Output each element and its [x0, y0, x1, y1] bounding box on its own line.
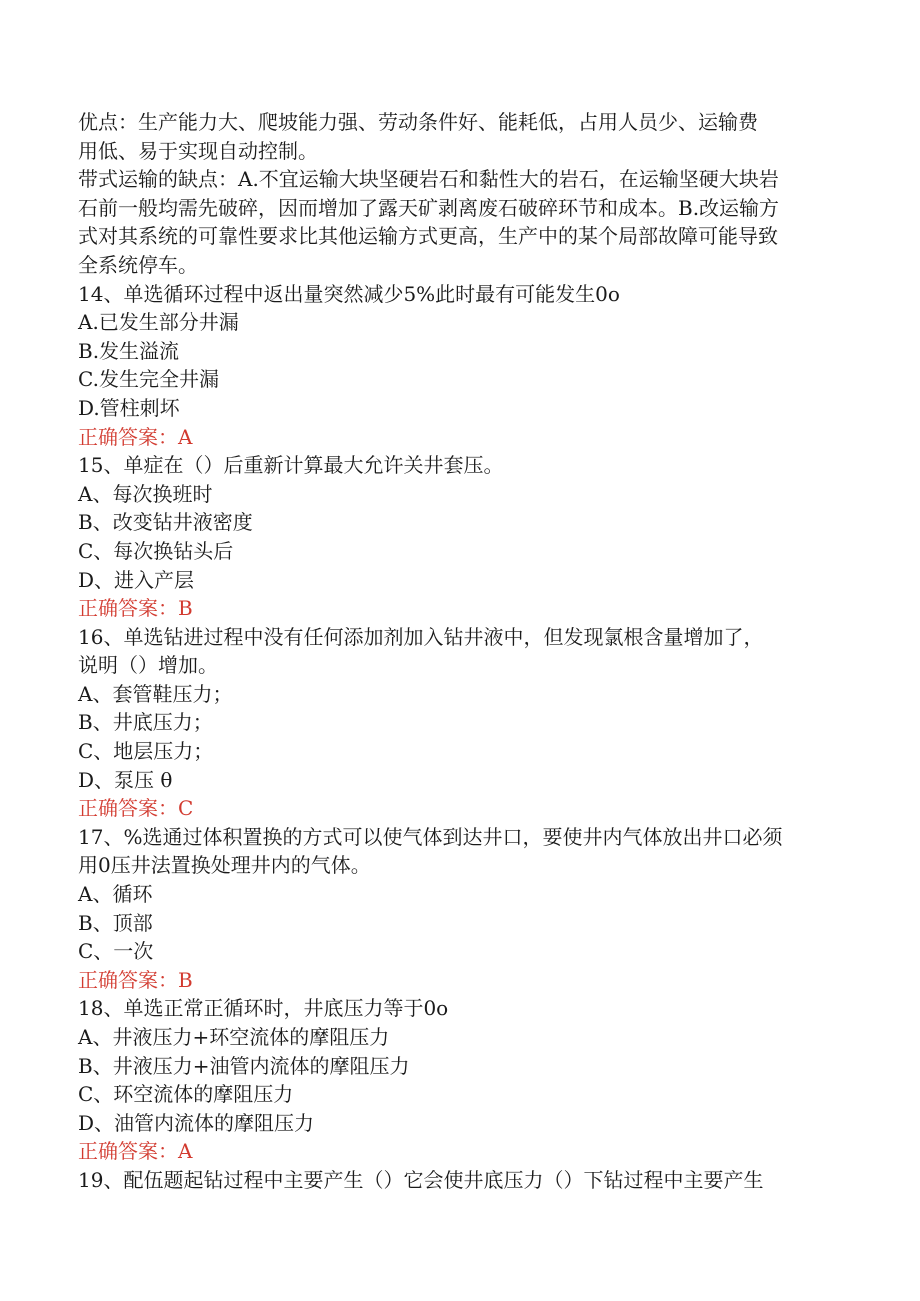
- option-line: A、井液压力+环空流体的摩阻压力: [78, 1025, 390, 1049]
- option-line: C、地层压力；: [78, 739, 214, 764]
- option-line: B、井液压力+油管内流体的摩阻压力: [78, 1053, 410, 1078]
- question-line: 18、单选正常正循环时，井底压力等于0o: [78, 996, 449, 1021]
- question-line: 14、单选循环过程中返出量突然减少5%此时最有可能发生0o: [78, 281, 620, 306]
- option-line: B.发生溢流: [78, 338, 180, 363]
- option-line: B、顶部: [78, 910, 153, 935]
- question-line: 16、单选钻进过程中没有任何添加剂加入钻井液中，但发现氯根含量增加了，: [78, 624, 764, 649]
- option-line: A、套管鞋压力；: [78, 681, 233, 706]
- option-line: B、改变钻井液密度: [78, 510, 253, 535]
- answer-line: 正确答案：B: [78, 596, 193, 621]
- question-line: 17、%选通过体积置换的方式可以使气体到达井口，要使井内气体放出井口必须: [78, 824, 783, 849]
- answer-line: 正确答案：B: [78, 967, 193, 992]
- question-line: 说明（）增加。: [78, 653, 218, 678]
- option-line: C、环空流体的摩阻压力: [78, 1082, 294, 1107]
- text-line: 用低、易于实现自动控制。: [78, 138, 318, 163]
- option-line: C.发生完全井漏: [78, 367, 219, 392]
- question-line: 19、配伍题起钻过程中主要产生（）它会使井底压力（）下钻过程中主要产生: [78, 1167, 764, 1192]
- text-line: 石前一般均需先破碎，因而增加了露天矿剥离废石破碎环节和成本。B.改运输方: [78, 195, 780, 220]
- answer-line: 正确答案：A: [78, 424, 193, 449]
- text-line: 全系统停车。: [78, 252, 198, 277]
- text-line: 优点：生产能力大、爬坡能力强、劳动条件好、能耗低，占用人员少、运输费: [78, 110, 758, 134]
- option-line: A.已发生部分井漏: [78, 310, 239, 335]
- document-page: [78, 108, 848, 1195]
- option-line: A、每次换班时: [78, 481, 213, 506]
- answer-line: 正确答案：C: [78, 796, 194, 821]
- option-line: D、油管内流体的摩阻压力: [78, 1110, 315, 1135]
- option-line: D、泵压 θ: [78, 767, 173, 792]
- text-line: 带式运输的缺点：A.不宜运输大块坚硬岩石和黏性大的岩石，在运输坚硬大块岩: [78, 167, 779, 192]
- option-line: D、进入产层: [78, 567, 195, 592]
- question-line: 15、单症在（）后重新计算最大允许关井套压。: [78, 453, 504, 478]
- option-line: C、一次: [78, 939, 154, 964]
- option-line: D.管柱刺坏: [78, 395, 180, 420]
- text-line: 式对其系统的可靠性要求比其他运输方式更高，生产中的某个局部故障可能导致: [78, 224, 778, 249]
- option-line: B、井底压力；: [78, 710, 213, 735]
- option-line: C、每次换钻头后: [78, 538, 234, 563]
- option-line: A、循环: [78, 882, 153, 907]
- question-line: 用0压井法置换处理井内的气体。: [78, 853, 371, 878]
- answer-line: 正确答案：A: [78, 1139, 193, 1164]
